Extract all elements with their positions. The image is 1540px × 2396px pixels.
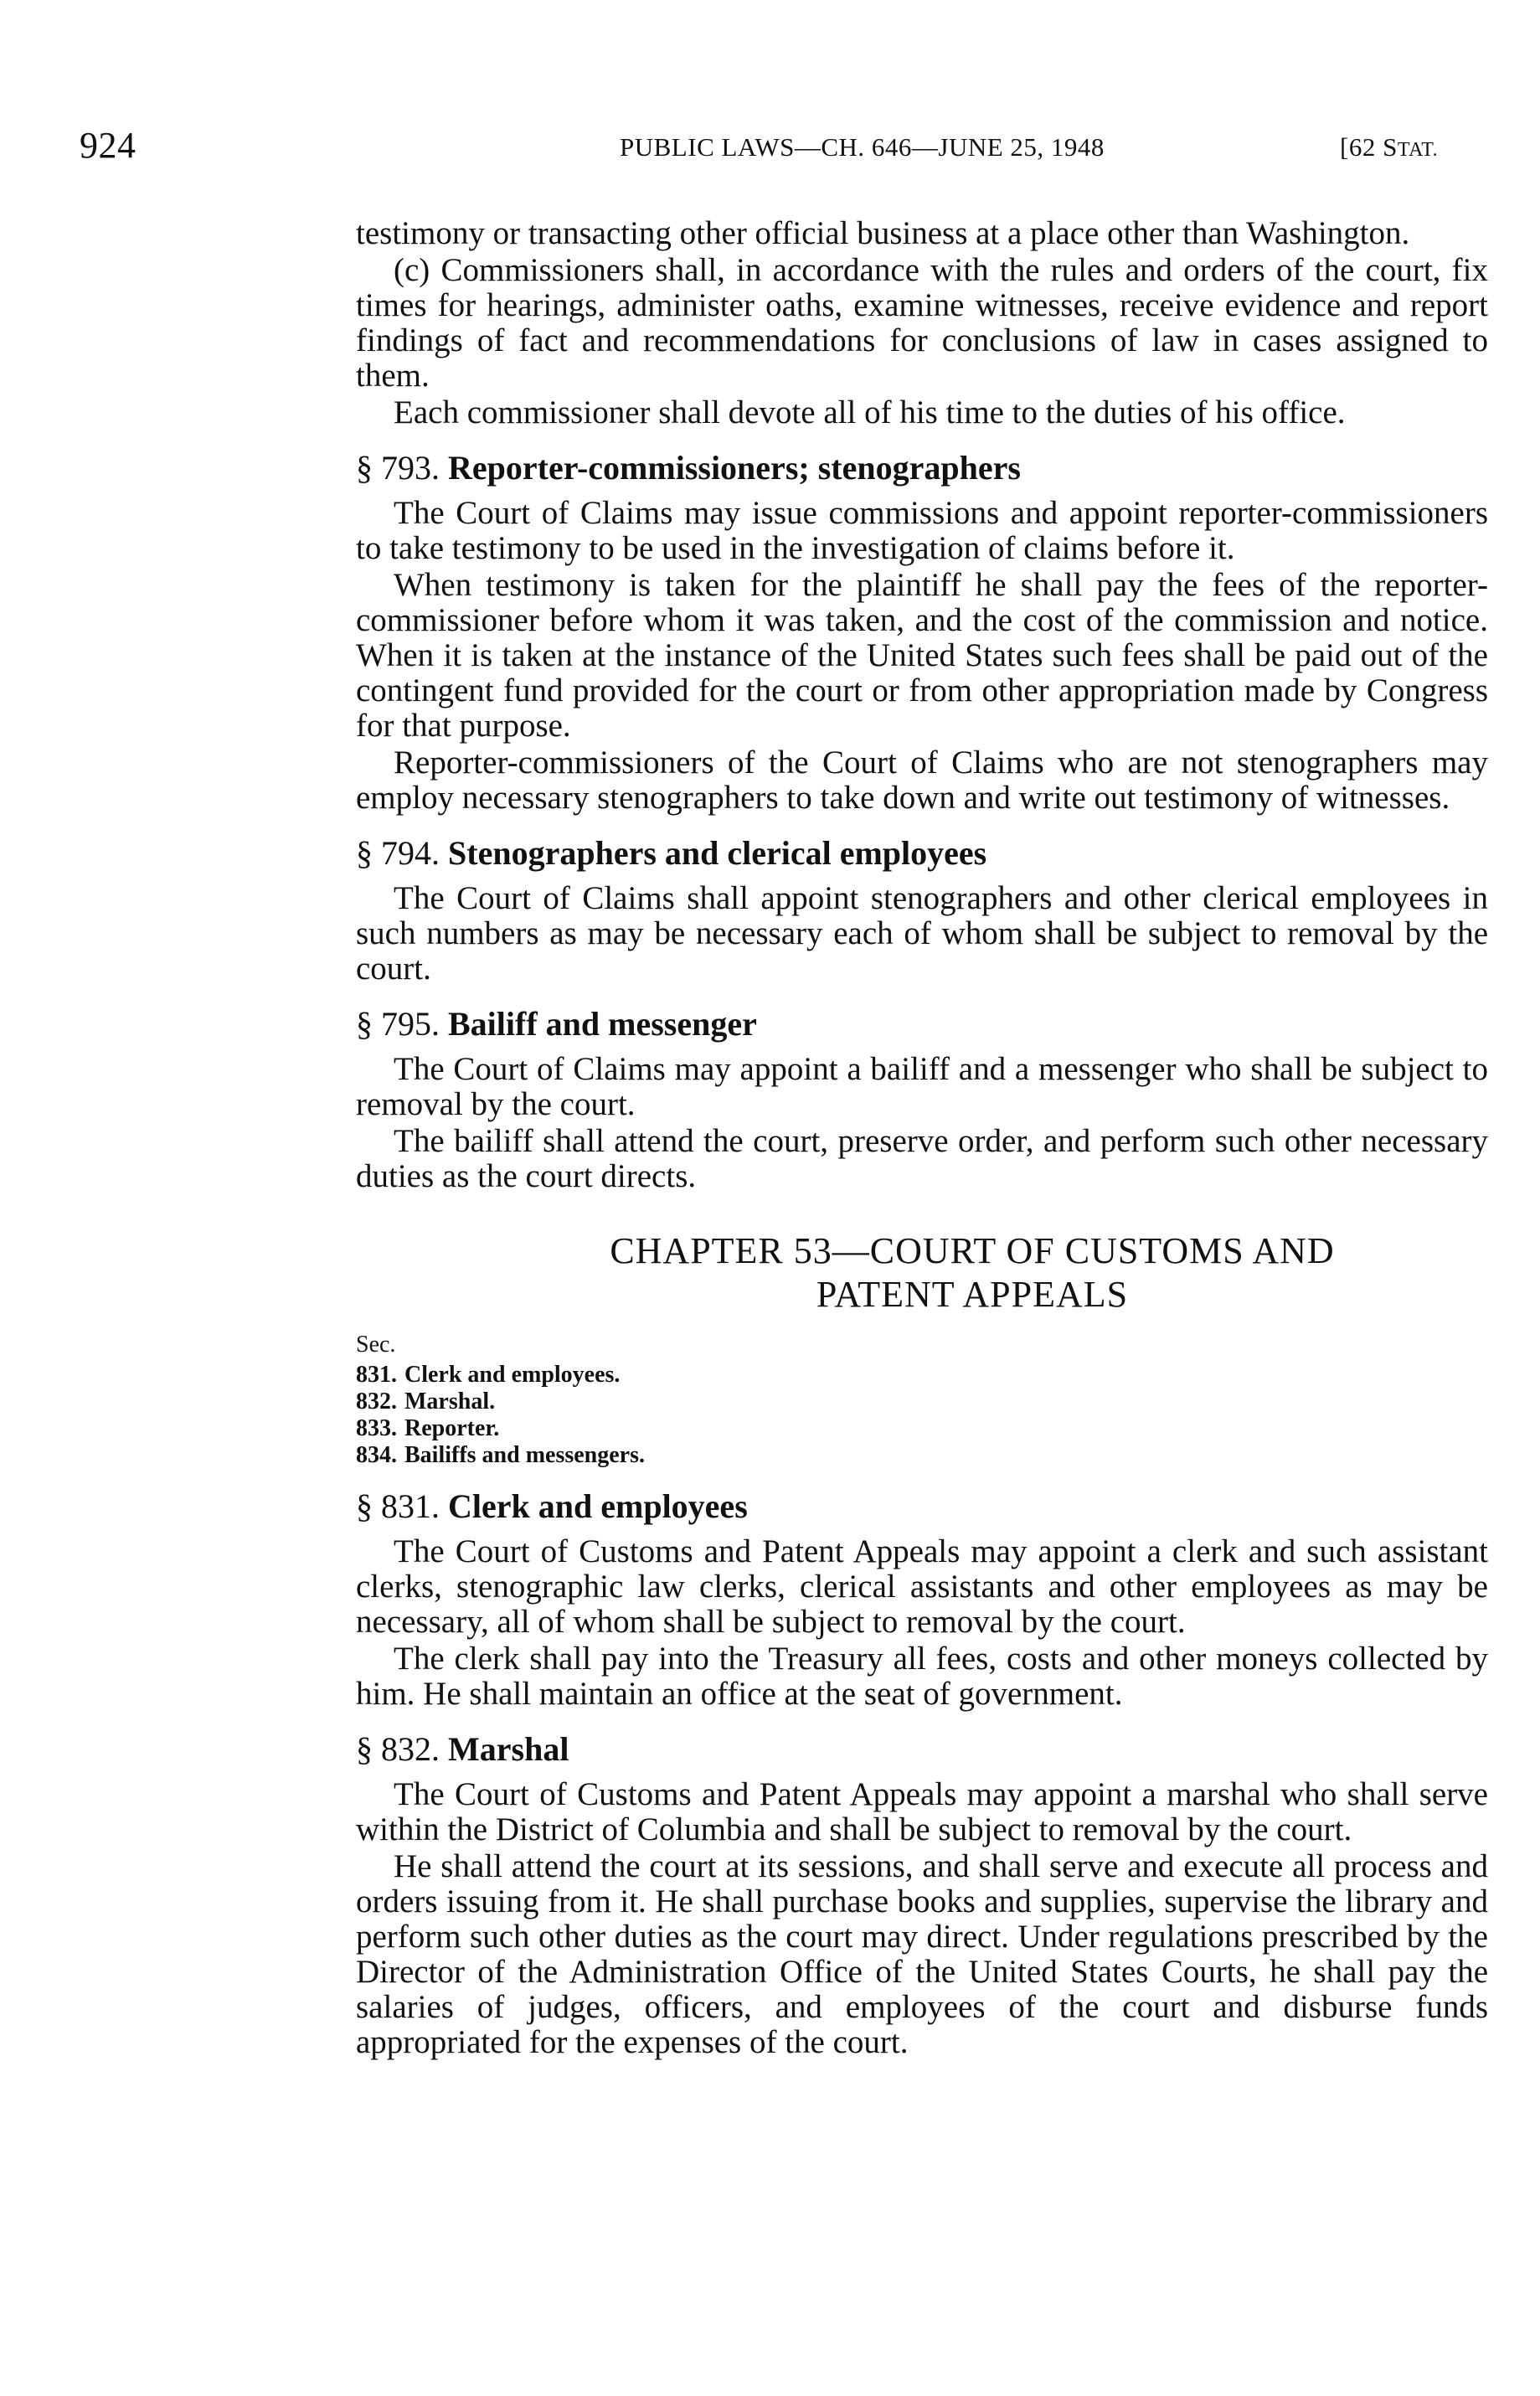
section-832-heading [356,1730,1488,1769]
running-head: PUBLIC LAWS—CH. 646—JUNE 25, 1948 [620,132,1105,162]
section-number: § 794. [356,834,440,872]
toc-number: 834. [356,1442,397,1468]
sec-label: Sec. [356,1332,396,1358]
paragraph: The clerk shall pay into the Treasury all fees, costs and other moneys collected by him. He shall maintain an office at the seat of government. [356,1641,1488,1712]
stat-prefix: [62 S [1340,132,1398,162]
section-number: § 793. [356,449,440,487]
section-795-heading [356,1005,1488,1043]
page-header [0,124,1540,174]
paragraph: The bailiff shall attend the court, preserve order, and perform such other necessary duties as the court directs. [356,1123,1488,1194]
toc-item [356,1362,1488,1389]
paragraph: testimony or transacting other official business at a place other than Washington. [356,215,1410,251]
page-body [356,216,1488,2062]
section-number: § 832. [356,1730,440,1768]
chapter-heading [456,1229,1488,1317]
paragraph: The Court of Customs and Patent Appeals may appoint a marshal who shall serve within the District of Columbia and shall be subject to removal by the court. [356,1776,1488,1847]
toc-item [356,1389,1488,1415]
stat-small-caps: TAT. [1397,139,1439,161]
section-831-heading [356,1487,1488,1526]
section-title: Clerk and employees [448,1487,748,1525]
paragraph: The Court of Claims may appoint a bailiff and a messenger who shall be subject to removal by the court. [356,1051,1488,1122]
toc-label: Marshal. [404,1389,496,1414]
paragraph: When testimony is taken for the plaintiff he shall pay the fees of the reporter-commissioner before whom it was taken, and the cost of the commission and notice. When it is taken at the instance of the United States such fees shall be paid out of the contingent fund provided for the court or from other appropriation made by Congress for that purpose. [356,567,1488,744]
paragraph: The Court of Claims shall appoint stenographers and other clerical employees in such numbers as may be necessary each of whom shall be subject to removal by the court. [356,880,1488,987]
toc-number: 832. [356,1389,397,1414]
paragraph: The Court of Customs and Patent Appeals may appoint a clerk and such assistant clerks, stenographic law clerks, clerical assistants and other employees as may be necessary, all of whom shall be subject to removal by the court. [356,1533,1488,1640]
section-title: Bailiff and messenger [448,1005,757,1043]
section-number: § 831. [356,1487,440,1525]
paragraph: The Court of Claims may issue commissions and appoint reporter-commissioners to take testimony to be used in the investigation of claims before it. [356,495,1488,566]
toc-item [356,1442,1488,1469]
toc-number: 831. [356,1362,397,1388]
chapter-heading-line: PATENT APPEALS [816,1274,1129,1315]
page-number: 924 [80,125,136,166]
toc-label: Reporter. [404,1415,500,1441]
chapter-heading-line: CHAPTER 53—COURT OF CUSTOMS AND [610,1230,1335,1271]
statute-reference [1340,132,1438,162]
section-title: Reporter-commissioners; stenographers [448,449,1021,487]
paragraph: Each commissioner shall devote all of his time to the duties of his office. [394,394,1346,430]
toc-number: 833. [356,1415,397,1441]
toc-item [356,1415,1488,1442]
section-794-heading [356,834,1488,873]
section-title: Stenographers and clerical employees [448,834,987,872]
paragraph: He shall attend the court at its sessions, and shall serve and execute all process and orders issuing from it. He shall purchase books and supplies, supervise the library and perform such other duties as the court may direct. Under regulations prescribed by the Director of the Administration Office of the United States Courts, he shall pay the salaries of judges, officers, and employees of the court and disburse funds appropriated for the expenses of the court. [356,1848,1488,2060]
toc-label: Clerk and employees. [404,1362,621,1388]
section-793-heading [356,449,1488,487]
section-number: § 795. [356,1005,440,1043]
toc-label: Bailiffs and messengers. [404,1442,645,1468]
paragraph: Reporter-commissioners of the Court of Claims who are not stenographers may employ necessary stenographers to take down and write out testimony of witnesses. [356,745,1488,816]
section-title: Marshal [448,1730,569,1768]
paragraph: (c) Commissioners shall, in accordance with the rules and orders of the court, fix times for hearings, administer oaths, examine witnesses, receive evidence and report findings of fact and recommendations for conclusions of law in cases assigned to them. [356,252,1488,394]
chapter-section-list [356,1362,1488,1469]
